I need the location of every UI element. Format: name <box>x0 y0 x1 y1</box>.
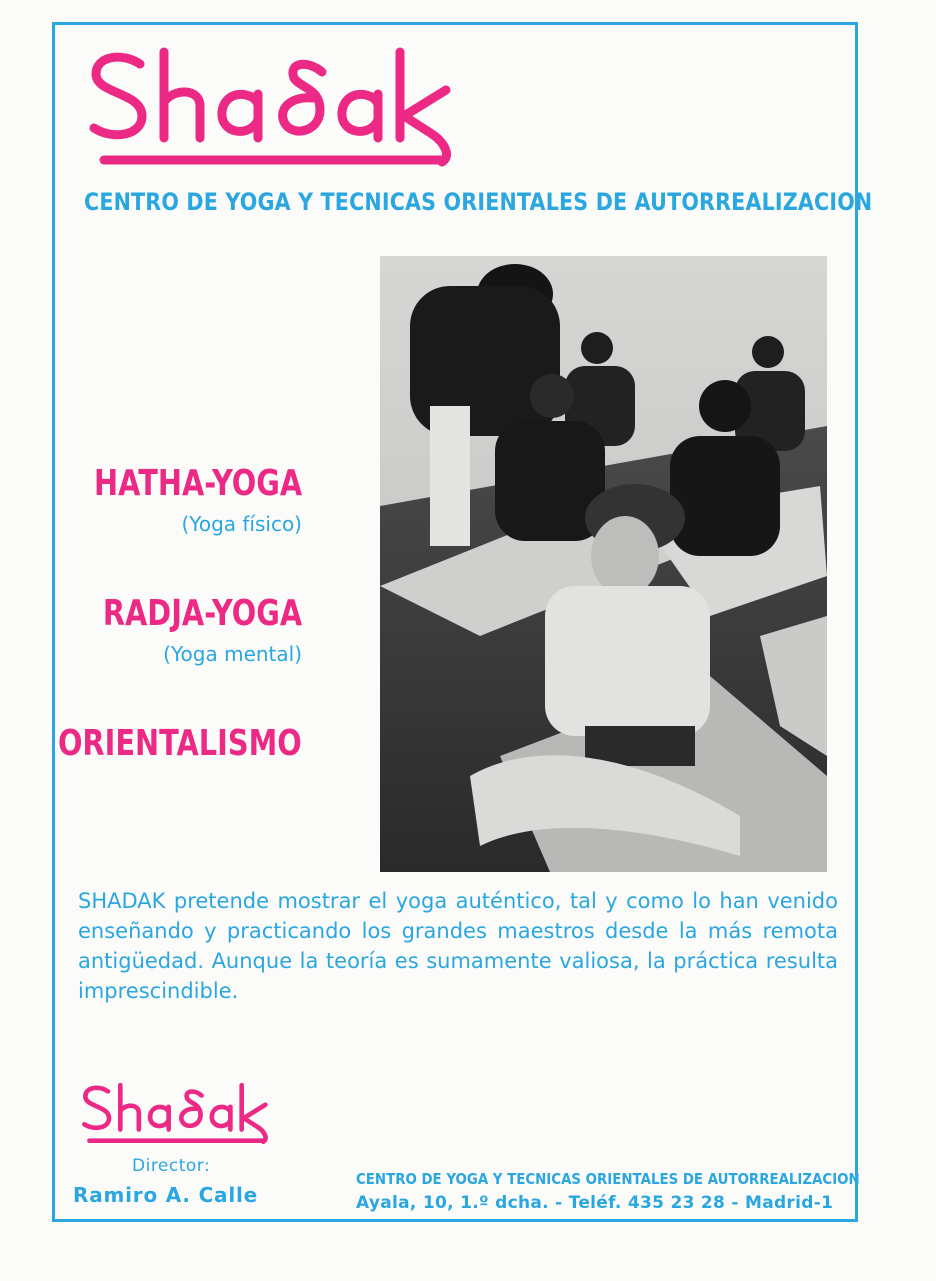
discipline-name: RADJA-YOGA <box>102 593 302 634</box>
discipline-hatha-yoga <box>42 464 302 536</box>
footer-center-name: CENTRO DE YOGA Y TECNICAS ORIENTALES DE AUTORREALIZACION <box>356 1170 860 1188</box>
footer-address: Ayala, 10, 1.º dcha. - Teléf. 435 23 28 - Madrid-1 <box>356 1193 834 1213</box>
center-subtitle: CENTRO DE YOGA Y TECNICAS ORIENTALES DE AUTORREALIZACION <box>84 188 873 216</box>
description-paragraph: SHADAK pretende mostrar el yoga auténtico, tal y como lo han venido enseñando y practicando los grandes maestros desde la más remota antigüedad. Aunque la teoría es sumamente valiosa, la práctica resulta imprescindible. <box>78 889 838 1003</box>
discipline-radja-yoga <box>53 594 302 666</box>
shadak-logo-footer <box>76 1078 286 1150</box>
discipline-orientalismo <box>0 724 302 764</box>
director-label: Director: <box>132 1156 211 1176</box>
yoga-class-photo <box>380 256 827 872</box>
shadak-logo <box>82 38 482 178</box>
director-name: Ramiro A. Calle <box>73 1183 259 1207</box>
discipline-name: HATHA-YOGA <box>93 463 302 504</box>
discipline-name: ORIENTALISMO <box>58 723 302 764</box>
discipline-description: (Yoga físico) <box>181 512 302 536</box>
discipline-description: (Yoga mental) <box>163 642 302 666</box>
